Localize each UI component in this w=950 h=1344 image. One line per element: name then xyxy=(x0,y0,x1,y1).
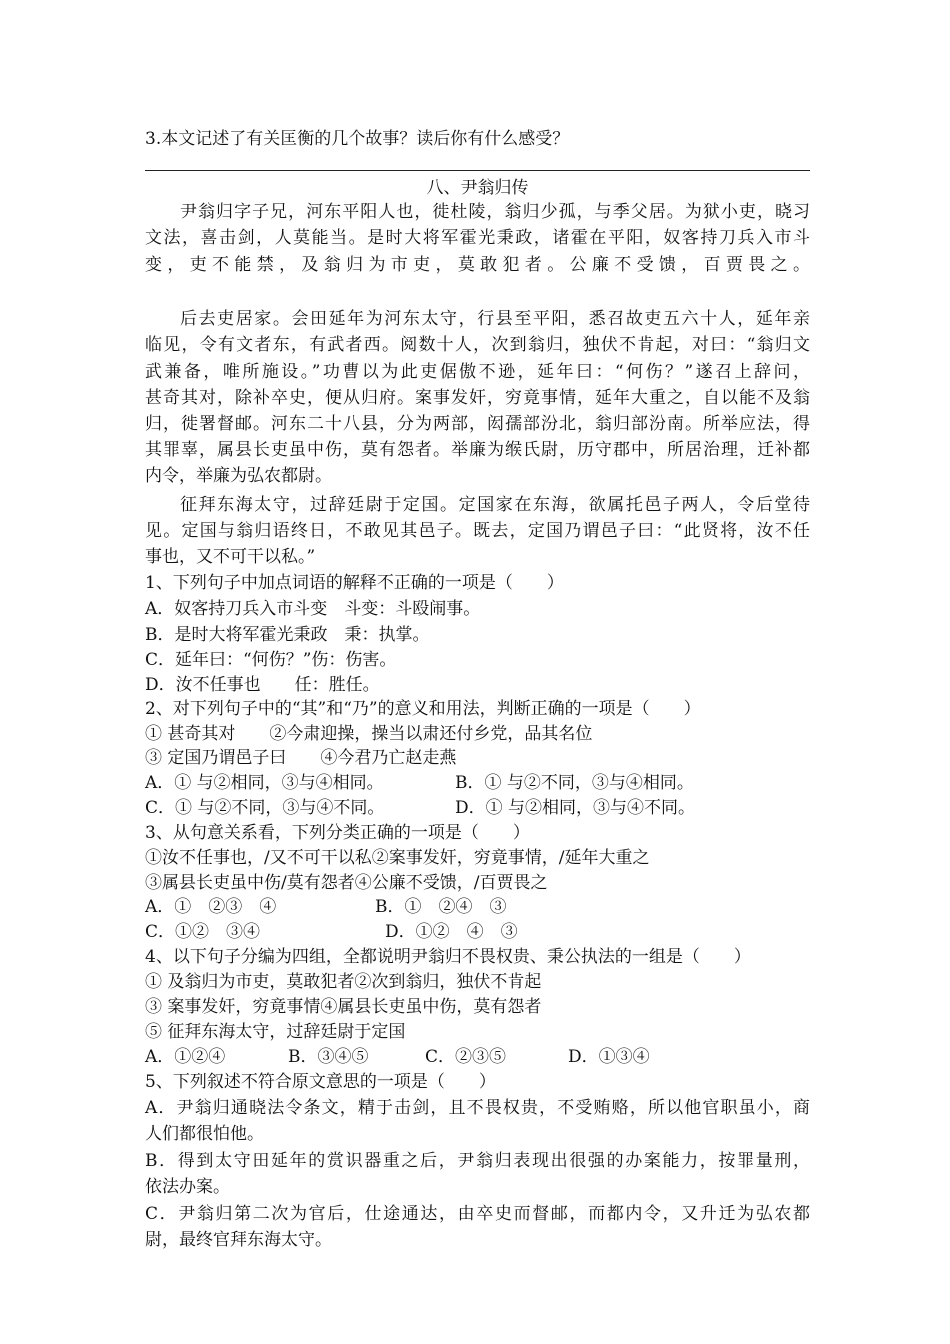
question-2-option-c: C．① 与②不同，③与④不同。 xyxy=(145,798,385,818)
question-5-option-a-line-1: A．尹翁归通晓法令条文，精于击剑，且不畏权贵，不受贿赂，所以他官职虽小，商 xyxy=(145,1098,810,1118)
previous-question-3: 3.本文记述了有关匡衡的几个故事？读后你有什么感受？ xyxy=(145,129,570,149)
question-4-option-c: C．②③⑤ xyxy=(425,1047,507,1067)
question-1-option-d: D．汝不任事也 任：胜任。 xyxy=(145,675,380,695)
passage-line: 尹翁归字子兄，河东平阳人也，徙杜陵，翁归少孤，与季父居。为狱小吏，晓习 xyxy=(180,202,810,222)
question-3-option-c: C．①② ③④ xyxy=(145,922,261,942)
passage-line: 变，吏不能禁，及翁归为市吏，莫敢犯者。公廉不受馈，百贾畏之。 xyxy=(145,255,810,275)
question-5-option-c-line-1: C．尹翁归第二次为官后，仕途通达，由卒史而督邮，而都内令，又升迁为弘农都 xyxy=(145,1204,810,1224)
question-5-stem: 5、下列叙述不符合原文意思的一项是（ ） xyxy=(145,1072,496,1092)
question-3-sentence-1: ①汝不任事也，/又不可干以私②案事发奸，穷竟事情，/延年大重之 xyxy=(145,848,650,868)
question-1-stem: 1、下列句子中加点词语的解释不正确的一项是（ ） xyxy=(145,573,564,593)
passage-line: 武兼备，唯所施设。”功曹以为此吏倨傲不逊，延年曰：“何伤？”遂召上辞问， xyxy=(145,362,810,382)
question-2-sentence-2: ③ 定国乃谓邑子曰 ④今君乃亡赵走燕 xyxy=(145,748,457,768)
question-4-sentence-3: ⑤ 征拜东海太守，过辞廷尉于定国 xyxy=(145,1022,406,1042)
passage-line: 临见，令有文者东，有武者西。阅数十人，次到翁归，独伏不肯起，对曰：“翁归文 xyxy=(145,335,810,355)
passage-line: 征拜东海太守，过辞廷尉于定国。定国家在东海，欲属托邑子两人，令后堂待 xyxy=(180,495,810,515)
section-divider xyxy=(145,170,810,171)
passage-line: 归，徙署督邮。河东二十八县，分为两部，闳孺部汾北，翁归部汾南。所举应法，得 xyxy=(145,414,810,434)
question-1-option-c: C．延年曰：“何伤？”伤：伤害。 xyxy=(145,650,397,670)
question-4-stem: 4、以下句子分编为四组，全都说明尹翁归不畏权贵、秉公执法的一组是（ ） xyxy=(145,947,751,967)
question-2-option-a: A．① 与②相同，③与④相同。 xyxy=(145,773,384,793)
question-1-option-a: A．奴客持刀兵入市斗变 斗变：斗殴闹事。 xyxy=(145,599,481,619)
question-3-stem: 3、从句意关系看，下列分类正确的一项是（ ） xyxy=(145,823,530,843)
section-title: 八、尹翁归传 xyxy=(426,178,529,198)
question-2-stem: 2、对下列句子中的“其”和“乃”的意义和用法，判断正确的一项是（ ） xyxy=(145,699,701,719)
passage-line: 甚奇其对，除补卒史，便从归府。案事发奸，穷竟事情，延年大重之，自以能不及翁 xyxy=(145,388,810,408)
passage-line: 其罪辜，属县长吏虽中伤，莫有怨者。举廉为缑氏尉，历守郡中，所居治理，迁补都 xyxy=(145,440,810,460)
passage-line: 文法，喜击剑，人莫能当。是时大将军霍光秉政，诸霍在平阳，奴客持刀兵入市斗 xyxy=(145,228,810,248)
passage-line: 见。定国与翁归语终日，不敢见其邑子。既去，定国乃谓邑子曰：“此贤将，汝不任 xyxy=(145,521,810,541)
passage-line: 内令，举廉为弘农都尉。 xyxy=(145,466,332,486)
question-4-option-a: A．①②④ xyxy=(145,1047,226,1067)
question-4-sentence-1: ① 及翁归为市吏，莫敢犯者②次到翁归，独伏不肯起 xyxy=(145,972,542,992)
passage-line: 后去吏居家。会田延年为河东太守，行县至平阳，悉召故吏五六十人，延年亲 xyxy=(180,309,810,329)
question-2-sentence-1: ① 甚奇其对 ②今肃迎操，操当以肃还付乡党，品其名位 xyxy=(145,724,593,744)
question-5-option-b-line-2: 依法办案。 xyxy=(145,1177,230,1197)
question-1-option-b: B．是时大将军霍光秉政 秉：执掌。 xyxy=(145,625,430,645)
question-3-option-a: A．① ②③ ④ xyxy=(145,897,277,917)
question-2-option-d: D．① 与②相同，③与④不同。 xyxy=(455,798,696,818)
question-4-sentence-2: ③ 案事发奸，穷竟事情④属县长吏虽中伤，莫有怨者 xyxy=(145,997,542,1017)
question-2-option-b: B．① 与②不同，③与④相同。 xyxy=(455,773,694,793)
question-5-option-b-line-1: B．得到太守田延年的赏识器重之后，尹翁归表现出很强的办案能力，按罪量刑， xyxy=(145,1151,810,1171)
question-5-option-c-line-2: 尉，最终官拜东海太守。 xyxy=(145,1230,332,1250)
question-3-option-d: D．①② ④ ③ xyxy=(385,922,518,942)
question-3-option-b: B．① ②④ ③ xyxy=(375,897,507,917)
question-4-option-d: D．①③④ xyxy=(568,1047,650,1067)
passage-line: 事也，又不可干以私。” xyxy=(145,547,316,567)
question-3-sentence-2: ③属县长吏虽中伤/莫有怨者④公廉不受馈，/百贾畏之 xyxy=(145,873,548,893)
question-5-option-a-line-2: 人们都很怕他。 xyxy=(145,1124,264,1144)
question-4-option-b: B．③④⑤ xyxy=(288,1047,369,1067)
